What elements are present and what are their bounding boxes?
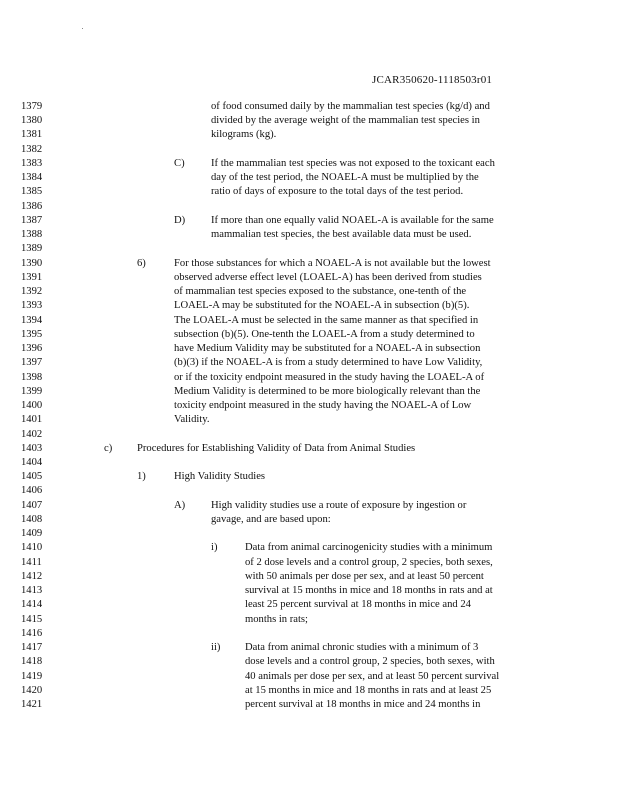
line-number: 1383 — [21, 157, 43, 169]
document-line — [0, 513, 618, 527]
line-number: 1404 — [21, 457, 43, 468]
document-line — [0, 556, 618, 570]
document-line — [0, 442, 618, 456]
document-line — [0, 128, 618, 142]
line-text: 40 animals per dose per sex, and at least 50 percent survival — [245, 670, 500, 682]
document-line — [0, 371, 618, 385]
line-text: observed adverse effect level (LOAEL-A) has been derived from studies — [174, 271, 482, 283]
line-text: Validity. — [174, 414, 210, 426]
line-text: months in rats; — [245, 613, 308, 625]
line-text: (b)(3) if the NOAEL-A is from a study determined to have Low Validity, — [174, 357, 483, 369]
document-line — [0, 200, 618, 214]
list-marker: c) — [104, 442, 113, 454]
document-line — [0, 100, 618, 114]
document-line — [0, 114, 618, 128]
line-number: 1386 — [21, 200, 43, 212]
line-number: 1419 — [21, 670, 43, 682]
line-text: percent survival at 18 months in mice and 24 months in — [245, 699, 481, 711]
line-text: divided by the average weight of the mammalian test species in — [211, 115, 480, 127]
line-text: If the mammalian test species was not exposed to the toxicant each — [211, 157, 495, 169]
line-number: 1408 — [21, 513, 43, 525]
line-number: 1407 — [21, 499, 43, 511]
document-line — [0, 470, 618, 484]
list-marker: 1) — [137, 471, 146, 483]
document-line — [0, 641, 618, 655]
line-text: have Medium Validity may be substituted for a NOAEL-A in subsection — [174, 343, 481, 355]
line-text: least 25 percent survival at 18 months in mice and 24 — [245, 599, 471, 611]
document-line — [0, 484, 618, 498]
line-text: High validity studies use a route of exposure by ingestion or — [211, 499, 467, 511]
line-number: 1385 — [21, 186, 43, 198]
list-marker: D) — [174, 214, 186, 226]
document-line — [0, 428, 618, 442]
document-line — [0, 584, 618, 598]
line-number: 1410 — [21, 542, 43, 554]
scan-speck — [82, 28, 83, 29]
line-text: High Validity Studies — [174, 471, 266, 483]
list-marker: 6) — [137, 257, 146, 269]
document-line — [0, 698, 618, 712]
document-line — [0, 399, 618, 413]
line-number: 1403 — [21, 442, 43, 454]
document-line — [0, 271, 618, 285]
document-line — [0, 598, 618, 612]
document-line — [0, 613, 618, 627]
line-number: 1389 — [21, 243, 43, 255]
document-line — [0, 157, 618, 171]
line-number: 1379 — [21, 101, 43, 112]
line-number: 1388 — [21, 229, 43, 241]
line-number: 1411 — [21, 556, 42, 568]
document-line — [0, 342, 618, 356]
line-number: 1381 — [21, 129, 43, 141]
line-text: at 15 months in mice and 18 months in rats and at least 25 — [245, 684, 492, 696]
line-number: 1409 — [21, 528, 43, 540]
line-text: of mammalian test species exposed to the substance, one-tenth of the — [174, 286, 467, 298]
line-number: 1394 — [21, 314, 43, 326]
document-line — [0, 456, 618, 470]
document-line — [0, 143, 618, 157]
document-line — [0, 627, 618, 641]
document-line — [0, 214, 618, 228]
line-text: If more than one equally valid NOAEL-A is available for the same — [211, 214, 494, 226]
document-line — [0, 242, 618, 256]
document-line — [0, 684, 618, 698]
line-number: 1392 — [21, 286, 43, 298]
line-number: 1412 — [21, 570, 43, 582]
document-line — [0, 171, 618, 185]
line-text: kilograms (kg). — [211, 129, 277, 141]
line-number: 1396 — [21, 343, 43, 355]
line-text: of 2 dose levels and a control group, 2 species, both sexes, — [245, 556, 493, 568]
document-line — [0, 413, 618, 427]
line-number: 1397 — [21, 357, 43, 369]
list-marker: C) — [174, 157, 185, 169]
line-number: 1382 — [21, 143, 43, 155]
document-line — [0, 285, 618, 299]
list-marker: i) — [211, 542, 218, 554]
document-line — [0, 527, 618, 541]
line-number: 1390 — [21, 257, 43, 269]
line-text: Procedures for Establishing Validity of Data from Animal Studies — [137, 442, 416, 454]
document-line — [0, 499, 618, 513]
line-text: subsection (b)(5). One-tenth the LOAEL-A from a study determined to — [174, 328, 475, 340]
line-number: 1391 — [21, 271, 43, 283]
line-number: 1406 — [21, 485, 43, 497]
line-text: mammalian test species, the best available data must be used. — [211, 229, 472, 241]
line-text: For those substances for which a NOAEL-A is not available but the lowest — [174, 257, 491, 269]
line-text: Medium Validity is determined to be more biologically relevant than the — [174, 385, 481, 397]
line-number: 1400 — [21, 400, 43, 412]
document-line — [0, 314, 618, 328]
document-line — [0, 570, 618, 584]
line-text: survival at 15 months in mice and 18 months in rats and at — [245, 585, 493, 597]
line-number: 1401 — [21, 414, 43, 426]
line-number: 1393 — [21, 300, 43, 312]
line-number: 1384 — [21, 172, 43, 184]
line-text: with 50 animals per dose per sex, and at least 50 percent — [245, 570, 484, 582]
line-text: Data from animal chronic studies with a minimum of 3 — [245, 642, 479, 654]
line-text: toxicity endpoint measured in the study having the NOAEL-A of Low — [174, 400, 472, 412]
line-number: 1405 — [21, 471, 43, 483]
line-text: Data from animal carcinogenicity studies with a minimum — [245, 542, 493, 554]
line-number: 1395 — [21, 328, 43, 340]
document-line — [0, 655, 618, 669]
list-marker: A) — [174, 499, 186, 511]
list-marker: ii) — [211, 642, 221, 654]
line-number: 1415 — [21, 613, 43, 625]
line-text: of food consumed daily by the mammalian test species (kg/d) and — [211, 101, 490, 112]
line-number: 1421 — [21, 699, 43, 711]
document-id: JCAR350620-1118503r01 — [372, 74, 493, 86]
document-line — [0, 356, 618, 370]
document-line — [0, 328, 618, 342]
line-number: 1402 — [21, 428, 43, 440]
line-text: ratio of days of exposure to the total days of the test period. — [211, 186, 464, 198]
line-text: day of the test period, the NOAEL-A must be multiplied by the — [211, 172, 479, 184]
line-number: 1399 — [21, 385, 43, 397]
line-number: 1420 — [21, 684, 43, 696]
document-line — [0, 541, 618, 555]
document-line — [0, 385, 618, 399]
line-number: 1413 — [21, 585, 43, 597]
line-number: 1416 — [21, 627, 43, 639]
line-text: or if the toxicity endpoint measured in the study having the LOAEL-A of — [174, 371, 485, 383]
line-text: gavage, and are based upon: — [211, 513, 331, 525]
document-line — [0, 670, 618, 684]
document-line — [0, 228, 618, 242]
document-line — [0, 299, 618, 313]
line-number: 1387 — [21, 214, 43, 226]
line-number: 1414 — [21, 599, 43, 611]
document-line — [0, 185, 618, 199]
line-number: 1418 — [21, 656, 43, 668]
line-text: dose levels and a control group, 2 species, both sexes, with — [245, 656, 495, 668]
line-text: The LOAEL-A must be selected in the same manner as that specified in — [174, 314, 479, 326]
line-number: 1417 — [21, 642, 43, 654]
line-text: LOAEL-A may be substituted for the NOAEL-A in subsection (b)(5). — [174, 300, 470, 312]
line-number: 1380 — [21, 115, 43, 127]
line-number: 1398 — [21, 371, 43, 383]
document-line — [0, 257, 618, 271]
